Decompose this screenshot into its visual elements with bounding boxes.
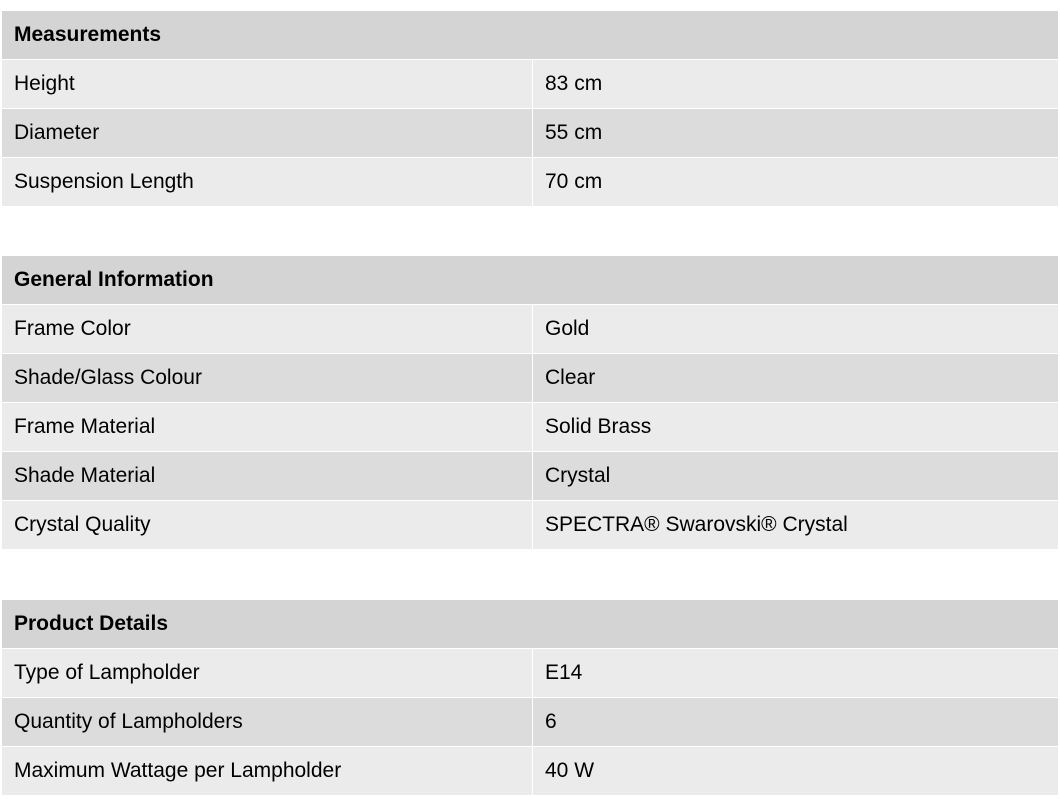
- row-label: Maximum Wattage per Lampholder: [2, 747, 533, 795]
- row-label: Suspension Length: [2, 158, 533, 206]
- row-value: 40 W: [545, 759, 595, 782]
- table-row: [2, 747, 1058, 796]
- row-label: Type of Lampholder: [2, 649, 533, 697]
- table-row: [2, 698, 1058, 747]
- row-value: Gold: [545, 317, 590, 340]
- section-header: Measurements: [2, 11, 1058, 60]
- table-row: [2, 305, 1058, 354]
- table-row: [2, 452, 1058, 501]
- row-value: Clear: [545, 366, 596, 389]
- row-value: Solid Brass: [545, 415, 652, 438]
- row-label: Height: [2, 60, 533, 108]
- row-label: Crystal Quality: [2, 501, 533, 549]
- row-value: 70 cm: [545, 170, 603, 193]
- row-label: Quantity of Lampholders: [2, 698, 533, 746]
- table-row: [2, 354, 1058, 403]
- row-value: E14: [545, 661, 583, 684]
- row-label: Frame Material: [2, 403, 533, 451]
- row-value: 6: [545, 710, 557, 733]
- row-label: Shade/Glass Colour: [2, 354, 533, 402]
- spec-section-measurements: [2, 11, 1058, 207]
- spec-section-product-details: [2, 600, 1058, 796]
- row-value: 83 cm: [545, 72, 603, 95]
- section-header: Product Details: [2, 600, 1058, 649]
- table-row: [2, 501, 1058, 550]
- table-row: [2, 403, 1058, 452]
- row-value: 55 cm: [545, 121, 603, 144]
- spec-section-general-information: [2, 256, 1058, 550]
- table-row: [2, 158, 1058, 207]
- section-header: General Information: [2, 256, 1058, 305]
- row-label: Frame Color: [2, 305, 533, 353]
- row-label: Shade Material: [2, 452, 533, 500]
- row-label: Diameter: [2, 109, 533, 157]
- table-row: [2, 60, 1058, 109]
- row-value: Crystal: [545, 464, 611, 487]
- table-row: [2, 109, 1058, 158]
- table-row: [2, 649, 1058, 698]
- row-value: SPECTRA® Swarovski® Crystal: [545, 513, 848, 536]
